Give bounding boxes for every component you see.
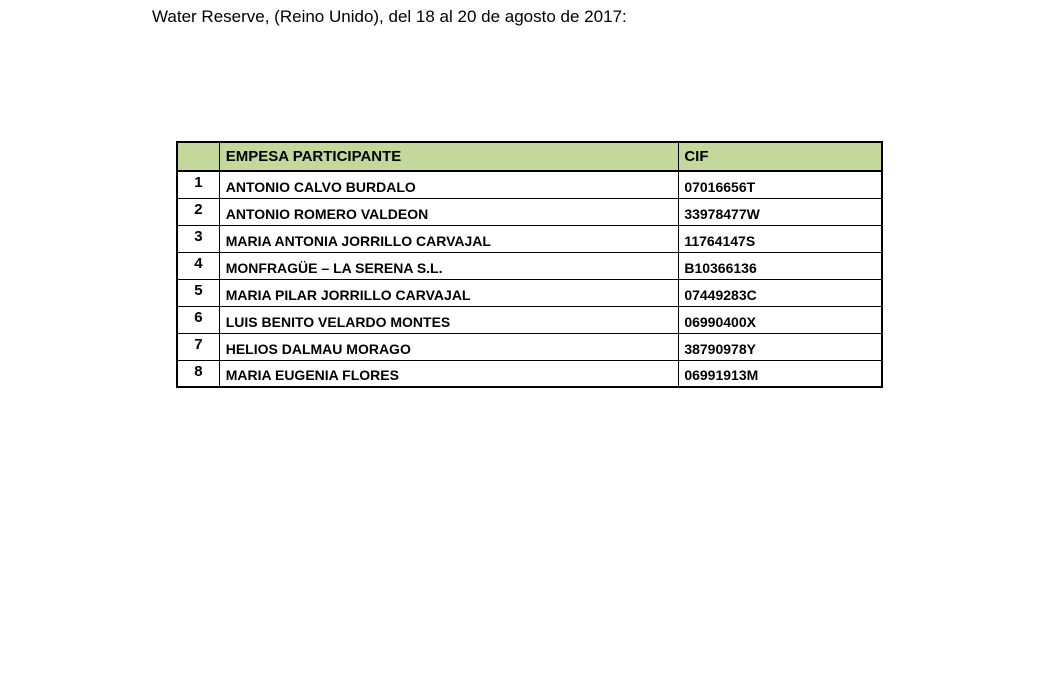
row-company-name: HELIOS DALMAU MORAGO: [219, 333, 679, 360]
header-company: EMPESA PARTICIPANTE: [219, 142, 679, 171]
row-cif: 07449283C: [679, 279, 882, 306]
row-cif: 33978477W: [679, 198, 882, 225]
row-cif: 38790978Y: [679, 333, 882, 360]
row-company-name: MARIA ANTONIA JORRILLO CARVAJAL: [219, 225, 679, 252]
row-number: 2: [177, 198, 219, 225]
header-cif: CIF: [679, 142, 882, 171]
row-cif: 06991913M: [679, 360, 882, 387]
table-row: [177, 360, 882, 387]
row-number: 4: [177, 252, 219, 279]
participants-table: [176, 141, 883, 388]
table-row: [177, 279, 882, 306]
row-cif: B10366136: [679, 252, 882, 279]
table-row: [177, 333, 882, 360]
row-company-name: MARIA EUGENIA FLORES: [219, 360, 679, 387]
row-number: 1: [177, 171, 219, 198]
row-number: 3: [177, 225, 219, 252]
row-number: 7: [177, 333, 219, 360]
header-number: [177, 142, 219, 171]
row-cif: 07016656T: [679, 171, 882, 198]
row-company-name: LUIS BENITO VELARDO MONTES: [219, 306, 679, 333]
row-number: 5: [177, 279, 219, 306]
table-row: [177, 198, 882, 225]
row-cif: 06990400X: [679, 306, 882, 333]
table-row: [177, 306, 882, 333]
row-company-name: ANTONIO CALVO BURDALO: [219, 171, 679, 198]
row-company-name: MARIA PILAR JORRILLO CARVAJAL: [219, 279, 679, 306]
row-number: 8: [177, 360, 219, 387]
row-company-name: ANTONIO ROMERO VALDEON: [219, 198, 679, 225]
row-company-name: MONFRAGÜE – LA SERENA S.L.: [219, 252, 679, 279]
intro-text: Water Reserve, (Reino Unido), del 18 al 20 de agosto de 2017:: [152, 7, 627, 26]
table-row: [177, 252, 882, 279]
table-header-row: [177, 142, 882, 171]
table-row: [177, 171, 882, 198]
row-number: 6: [177, 306, 219, 333]
row-cif: 11764147S: [679, 225, 882, 252]
table-row: [177, 225, 882, 252]
